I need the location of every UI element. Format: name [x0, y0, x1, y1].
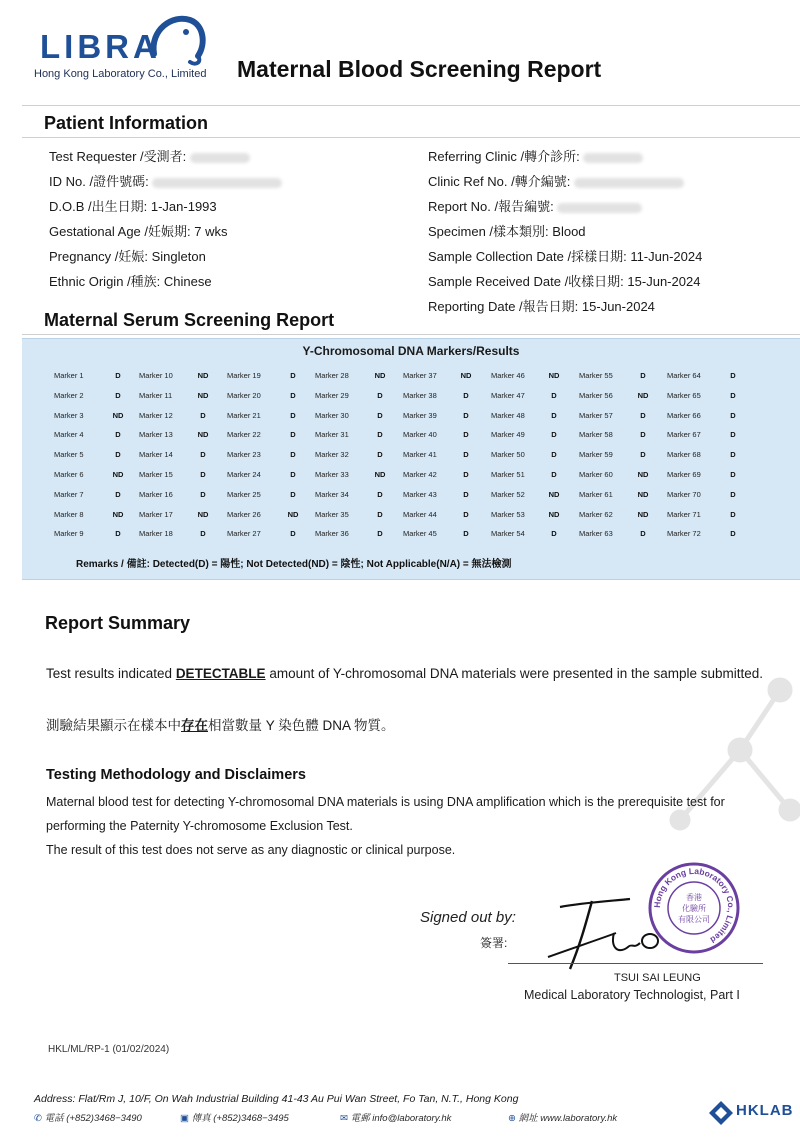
marker-result: D — [463, 509, 469, 519]
marker-name: Marker 53 — [491, 509, 525, 519]
marker-result: D — [551, 390, 557, 400]
marker-result: D — [290, 529, 296, 539]
info-label: Pregnancy /妊娠: — [49, 249, 148, 264]
info-row-sample-received-date — [428, 271, 702, 296]
info-label: Referring Clinic /轉介診所: — [428, 149, 580, 164]
svg-text:Hong Kong Laboratory Co., Limi: Hong Kong Laboratory Co., Limited — [651, 865, 737, 946]
marker-name: Marker 58 — [579, 430, 613, 440]
marker-name: Marker 24 — [227, 470, 261, 479]
marker-name: Marker 38 — [403, 390, 437, 400]
info-value: 11-Jun-2024 — [630, 249, 703, 264]
globe-icon: ⊕ — [508, 1113, 519, 1124]
marker-name: Marker 36 — [315, 529, 349, 539]
marker-name: Marker 44 — [403, 509, 437, 519]
marker-result: D — [200, 529, 206, 539]
logo-wordmark: LIBRA — [40, 28, 161, 65]
marker-result: ND — [637, 470, 649, 479]
marker-name: Marker 71 — [667, 509, 701, 519]
marker-name: Marker 30 — [315, 410, 349, 420]
marker-name: Marker 48 — [491, 410, 525, 420]
marker-name: Marker 20 — [227, 390, 261, 400]
marker-result: D — [115, 450, 121, 460]
marker-name: Marker 49 — [491, 430, 525, 440]
marker-result: ND — [548, 509, 560, 519]
divider — [22, 334, 800, 335]
marker-result: D — [730, 450, 736, 460]
marker-name: Marker 51 — [491, 470, 525, 479]
marker-name: Marker 33 — [315, 470, 349, 479]
marker-result: ND — [637, 390, 649, 400]
marker-name: Marker 15 — [139, 470, 173, 479]
marker-name: Marker 18 — [139, 529, 173, 539]
marker-result: D — [200, 450, 206, 460]
patient-left-column — [49, 146, 282, 296]
signer-title: Medical Laboratory Technologist, Part I — [524, 988, 740, 1002]
signed-out-by-label: Signed out by: — [420, 909, 516, 926]
marker-result: D — [463, 430, 469, 440]
marker-name: Marker 1 — [54, 371, 84, 380]
marker-name: Marker 11 — [139, 390, 173, 400]
marker-result: D — [290, 470, 296, 479]
info-row-dob — [49, 196, 282, 221]
marker-name: Marker 7 — [54, 489, 84, 499]
marker-name: Marker 61 — [579, 489, 613, 499]
info-value: 15-Jun-2024 — [627, 274, 701, 289]
methodology-text — [46, 790, 786, 862]
marker-name: Marker 34 — [315, 489, 349, 499]
footer-fax: ▣ 傳真 (+852)3468−3495 — [180, 1113, 289, 1124]
marker-name: Marker 40 — [403, 430, 437, 440]
info-label: ID No. /證件號碼: — [49, 174, 149, 189]
marker-name: Marker 50 — [491, 450, 525, 460]
marker-name: Marker 26 — [227, 509, 261, 519]
marker-name: Marker 70 — [667, 489, 701, 499]
marker-name: Marker 4 — [54, 430, 84, 440]
marker-result: ND — [637, 489, 649, 499]
marker-result: D — [551, 430, 557, 440]
redacted-value — [190, 153, 250, 163]
marker-result: D — [377, 430, 383, 440]
marker-result: ND — [112, 509, 124, 519]
signer-name: TSUI SAI LEUNG — [614, 972, 701, 984]
marker-result: D — [551, 470, 557, 479]
info-row-specimen — [428, 221, 702, 246]
marker-result: D — [551, 410, 557, 420]
marker-name: Marker 35 — [315, 509, 349, 519]
hklab-brand: HKLAB — [736, 1102, 794, 1119]
marker-name: Marker 43 — [403, 489, 437, 499]
marker-result: D — [463, 529, 469, 539]
marker-name: Marker 27 — [227, 529, 261, 539]
marker-result: D — [463, 390, 469, 400]
marker-result: D — [640, 430, 646, 440]
footer-address: Address: Flat/Rm J, 10/F, On Wah Industrial Building 41-43 Au Pui Wan Street, Fo Tan, N.T., Hong Kong — [34, 1093, 519, 1105]
marker-name: Marker 10 — [139, 371, 173, 380]
patient-info-heading: Patient Information — [44, 113, 209, 133]
remarks: Remarks / 備註: Detected(D) = 陽性; Not Detected(ND) = 陰性; Not Applicable(N/A) = 無法檢測 — [76, 559, 512, 570]
info-label: Sample Received Date /收樣日期: — [428, 274, 624, 289]
marker-result: ND — [548, 489, 560, 499]
marker-name: Marker 69 — [667, 470, 701, 479]
redacted-value — [574, 178, 684, 188]
marker-name: Marker 16 — [139, 489, 173, 499]
marker-name: Marker 19 — [227, 371, 261, 380]
marker-result: D — [640, 529, 646, 539]
marker-name: Marker 67 — [667, 430, 701, 440]
marker-result: D — [377, 529, 383, 539]
marker-name: Marker 39 — [403, 410, 437, 420]
marker-result: ND — [374, 470, 386, 479]
marker-result: D — [463, 489, 469, 499]
marker-result: D — [377, 450, 383, 460]
summary-text: Test results indicated DETECTABLE amount of Y-chromosomal DNA materials were presented in the sample submitted. — [46, 666, 764, 681]
marker-name: Marker 12 — [139, 410, 173, 420]
info-row-sample-collection-date — [428, 246, 702, 271]
marker-result: D — [377, 390, 383, 400]
marker-result: D — [730, 529, 736, 539]
marker-result: D — [640, 450, 646, 460]
report-summary-heading: Report Summary — [45, 613, 191, 633]
report-title: Maternal Blood Screening Report — [237, 56, 602, 82]
marker-result: D — [730, 410, 736, 420]
info-row-report-no — [428, 196, 702, 221]
info-row-referring-clinic — [428, 146, 702, 171]
marker-result: D — [551, 450, 557, 460]
marker-result: ND — [197, 390, 209, 400]
marker-results-panel — [22, 338, 800, 580]
info-value: 15-Jun-2024 — [581, 299, 655, 314]
marker-name: Marker 25 — [227, 489, 261, 499]
signed-cn-label: 簽署: — [480, 936, 508, 950]
info-row-test-requester — [49, 146, 282, 171]
info-value: Singleton — [151, 249, 206, 264]
marker-result: ND — [112, 410, 124, 420]
marker-name: Marker 42 — [403, 470, 437, 479]
info-row-reporting-date — [428, 296, 702, 321]
info-label: D.O.B /出生日期: — [49, 199, 148, 214]
svg-text:有限公司: 有限公司 — [678, 915, 710, 924]
info-value: Blood — [552, 224, 586, 239]
info-label: Ethnic Origin /種族: — [49, 274, 161, 289]
marker-name: Marker 3 — [54, 410, 84, 420]
marker-result: D — [200, 470, 206, 479]
marker-name: Marker 2 — [54, 390, 84, 400]
fax-icon: ▣ — [180, 1113, 192, 1124]
marker-result: ND — [287, 509, 299, 519]
info-label: Gestational Age /妊娠期: — [49, 224, 191, 239]
marker-result: D — [730, 390, 736, 400]
marker-result: D — [640, 371, 646, 380]
serum-screening-heading: Maternal Serum Screening Report — [44, 310, 335, 330]
marker-result: D — [115, 390, 121, 400]
marker-result: D — [290, 430, 296, 440]
marker-result: ND — [460, 371, 472, 380]
marker-result: D — [730, 371, 736, 380]
marker-name: Marker 37 — [403, 371, 437, 380]
info-row-clinic-ref-no — [428, 171, 702, 196]
marker-result: D — [290, 371, 296, 380]
detectable-result: DETECTABLE — [175, 666, 266, 681]
marker-name: Marker 17 — [139, 509, 173, 519]
marker-name: Marker 5 — [54, 450, 84, 460]
marker-name: Marker 66 — [667, 410, 701, 420]
marker-result: D — [290, 489, 296, 499]
methodology-line: Maternal blood test for detecting Y-chromosomal DNA materials is using DNA amplification which is the prerequisite test for performing the Paternity Y-chromosome Exclusion Test. — [46, 795, 725, 833]
marker-result: D — [200, 410, 206, 420]
marker-name: Marker 8 — [54, 509, 84, 519]
marker-name: Marker 45 — [403, 529, 437, 539]
marker-result: D — [377, 410, 383, 420]
marker-name: Marker 59 — [579, 450, 613, 460]
marker-result: ND — [112, 470, 124, 479]
info-label: Reporting Date /報告日期: — [428, 299, 579, 314]
summary-text-chinese: 測驗結果顯示在樣本中存在相當數量 Y 染色體 DNA 物質。 — [46, 718, 395, 733]
marker-name: Marker 21 — [227, 410, 261, 420]
info-value: 7 wks — [194, 224, 228, 239]
company-seal-stamp — [648, 862, 740, 954]
marker-result: D — [115, 371, 121, 380]
svg-text:香港: 香港 — [686, 893, 702, 902]
info-label: Specimen /樣本類別: — [428, 224, 549, 239]
info-label: Test Requester /受測者: — [49, 149, 187, 164]
marker-result: ND — [548, 371, 560, 380]
marker-result: D — [290, 450, 296, 460]
divider — [22, 105, 800, 106]
marker-name: Marker 55 — [579, 371, 613, 380]
marker-name: Marker 46 — [491, 371, 525, 380]
marker-result: D — [730, 430, 736, 440]
panel-title: Y-Chromosomal DNA Markers/Results — [302, 344, 520, 358]
marker-result: D — [640, 410, 646, 420]
marker-name: Marker 9 — [54, 529, 84, 539]
document-reference: HKL/ML/RP-1 (01/02/2024) — [48, 1044, 170, 1055]
info-label: Sample Collection Date /採樣日期: — [428, 249, 627, 264]
footer-email[interactable]: ✉ 電郵 info@laboratory.hk — [340, 1113, 452, 1124]
marker-result: ND — [374, 371, 386, 380]
marker-result: D — [463, 470, 469, 479]
redacted-value — [557, 203, 642, 213]
marker-result: D — [115, 489, 121, 499]
marker-name: Marker 60 — [579, 470, 613, 479]
marker-name: Marker 47 — [491, 390, 525, 400]
phone-icon: ✆ — [34, 1113, 45, 1124]
signature-line — [508, 963, 763, 964]
redacted-value — [152, 178, 282, 188]
redacted-value — [583, 153, 643, 163]
divider — [22, 137, 800, 138]
marker-result: D — [377, 509, 383, 519]
methodology-line: The result of this test does not serve as any diagnostic or clinical purpose. — [46, 843, 456, 857]
marker-result: D — [730, 470, 736, 479]
marker-result: D — [115, 430, 121, 440]
marker-name: Marker 32 — [315, 450, 349, 460]
marker-name: Marker 57 — [579, 410, 613, 420]
info-row-ethnic-origin — [49, 271, 282, 296]
marker-name: Marker 23 — [227, 450, 261, 460]
marker-name: Marker 56 — [579, 390, 613, 400]
marker-result: ND — [637, 509, 649, 519]
marker-name: Marker 22 — [227, 430, 261, 440]
marker-result: D — [115, 529, 121, 539]
info-label: Clinic Ref No. /轉介編號: — [428, 174, 571, 189]
marker-name: Marker 6 — [54, 470, 84, 479]
marker-result: D — [200, 489, 206, 499]
footer-phone: ✆ 電話 (+852)3468−3490 — [34, 1113, 142, 1124]
patient-right-column — [428, 146, 702, 321]
info-value: Chinese — [163, 274, 212, 289]
footer-website[interactable]: ⊕ 網址 www.laboratory.hk — [508, 1113, 618, 1124]
marker-name: Marker 14 — [139, 450, 173, 460]
marker-result: D — [377, 489, 383, 499]
marker-result: D — [463, 450, 469, 460]
marker-name: Marker 54 — [491, 529, 525, 539]
info-label: Report No. /報告編號: — [428, 199, 554, 214]
marker-result: D — [730, 489, 736, 499]
marker-name: Marker 31 — [315, 430, 349, 440]
marker-name: Marker 52 — [491, 489, 525, 499]
info-row-gestational-age — [49, 221, 282, 246]
svg-text:化驗所: 化驗所 — [682, 904, 706, 913]
marker-result: ND — [197, 430, 209, 440]
marker-result: D — [290, 390, 296, 400]
marker-name: Marker 29 — [315, 390, 349, 400]
info-row-pregnancy — [49, 246, 282, 271]
info-value: 1-Jan-1993 — [150, 199, 217, 214]
marker-name: Marker 13 — [139, 430, 173, 440]
hklab-logo-icon — [708, 1100, 734, 1126]
info-row-id-no — [49, 171, 282, 196]
marker-name: Marker 64 — [667, 371, 701, 380]
company-name: Hong Kong Laboratory Co., Limited — [34, 68, 207, 80]
methodology-heading: Testing Methodology and Disclaimers — [46, 767, 306, 783]
marker-result: D — [463, 410, 469, 420]
marker-result: ND — [197, 371, 209, 380]
marker-result: ND — [197, 509, 209, 519]
marker-name: Marker 65 — [667, 390, 701, 400]
marker-name: Marker 72 — [667, 529, 701, 539]
email-icon: ✉ — [340, 1113, 351, 1124]
marker-name: Marker 28 — [315, 371, 349, 380]
marker-name: Marker 41 — [403, 450, 437, 460]
marker-name: Marker 62 — [579, 509, 613, 519]
marker-result: D — [290, 410, 296, 420]
marker-result: D — [551, 529, 557, 539]
marker-result: D — [730, 509, 736, 519]
marker-name: Marker 68 — [667, 450, 701, 460]
marker-name: Marker 63 — [579, 529, 613, 539]
